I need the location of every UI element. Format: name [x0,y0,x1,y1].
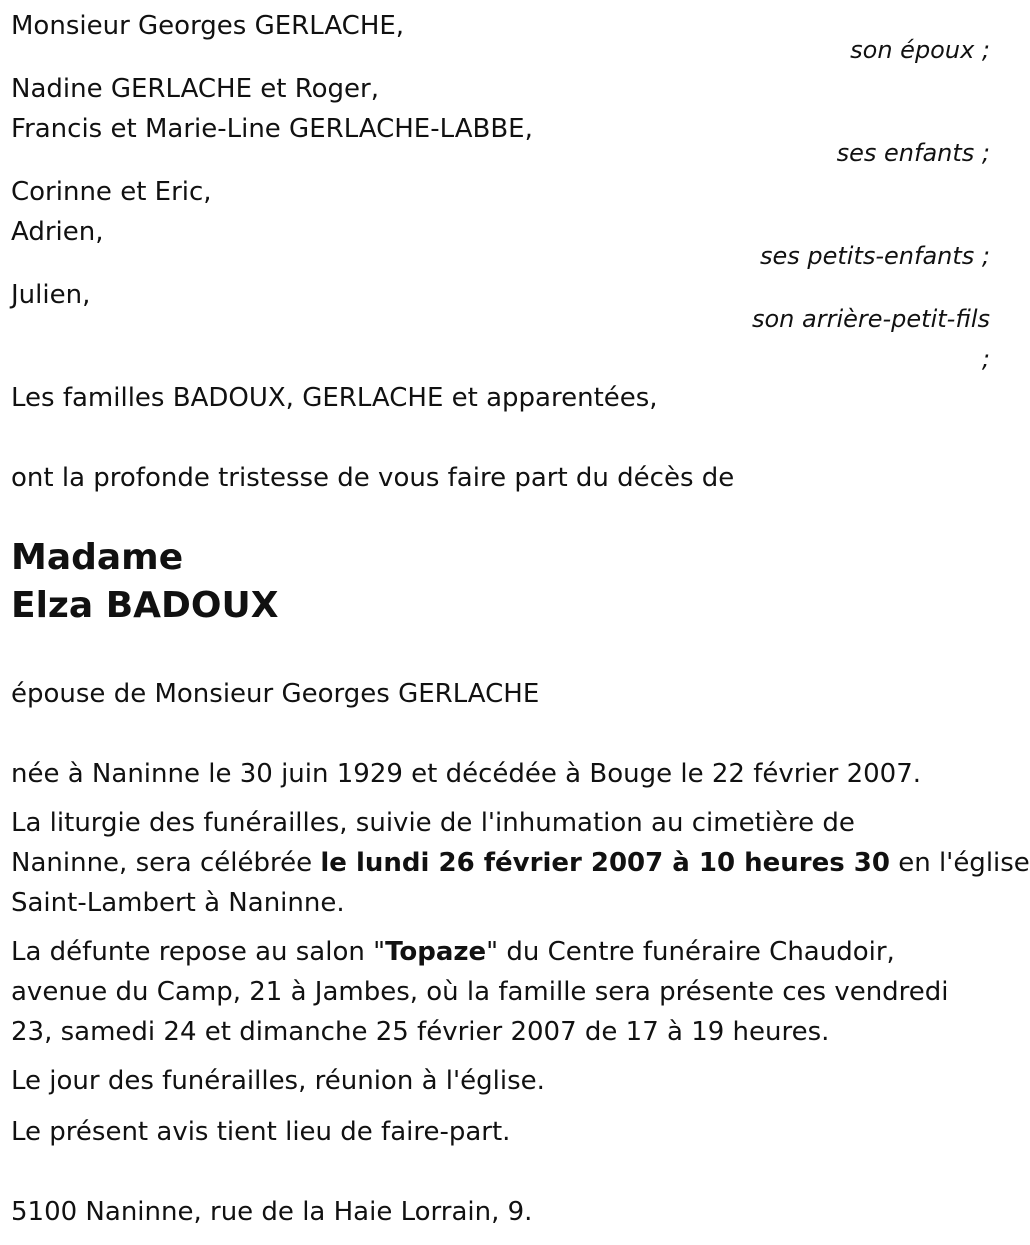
visitation-line-1 [11,932,895,972]
visitation-line-3: 23, samedi 24 et dimanche 25 février 2007 de 17 à 19 heures. [11,1017,830,1047]
funeral-line-2 [11,843,1030,883]
funeral-date-time: le lundi 26 février 2007 à 10 heures 30 [320,848,890,878]
children-line-1: Nadine GERLACHE et Roger, [11,74,380,104]
deceased-title: Madame [11,537,184,578]
children-role: ses enfants ; [836,139,990,167]
children-line-2: Francis et Marie-Line GERLACHE-LABBE, [11,114,533,144]
spouse-name: Monsieur Georges GERLACHE, [11,11,405,41]
great-grandchild-name: Julien, [11,280,91,310]
notice-note: Le présent avis tient lieu de faire-part. [11,1117,511,1147]
visitation-line-2: avenue du Camp, 21 à Jambes, où la famille sera présente ces vendredi [11,977,949,1007]
deceased-name: Elza BADOUX [11,585,279,626]
grandchildren-line-1: Corinne et Eric, [11,177,212,207]
visitation-line-1-start: La défunte repose au salon " [11,937,386,967]
salon-name: Topaze [385,937,487,967]
families-line: Les familles BADOUX, GERLACHE et apparentées, [11,383,658,413]
great-grandchild-role: son arrière-petit-fils [751,305,990,333]
funeral-line-3: Saint-Lambert à Naninne. [11,888,345,918]
birth-death-line: née à Naninne le 30 juin 1929 et décédée à Bouge le 22 février 2007. [11,759,922,789]
spouse-of-line: épouse de Monsieur Georges GERLACHE [11,679,540,709]
great-grandchild-role-end: ; [981,345,990,373]
grandchildren-role: ses petits-enfants ; [759,242,990,270]
announcement-intro: ont la profonde tristesse de vous faire part du décès de [11,463,735,493]
spouse-role: son époux ; [850,36,990,64]
reunion-note: Le jour des funérailles, réunion à l'église. [11,1066,545,1096]
address-line: 5100 Naninne, rue de la Haie Lorrain, 9. [11,1197,533,1227]
visitation-line-1-end: " du Centre funéraire Chaudoir, [486,937,895,967]
funeral-line-2-end: en l'église [889,848,1030,878]
funeral-line-1: La liturgie des funérailles, suivie de l'inhumation au cimetière de [11,808,855,838]
grandchildren-line-2: Adrien, [11,217,104,247]
funeral-line-2-start: Naninne, sera célébrée [11,848,321,878]
